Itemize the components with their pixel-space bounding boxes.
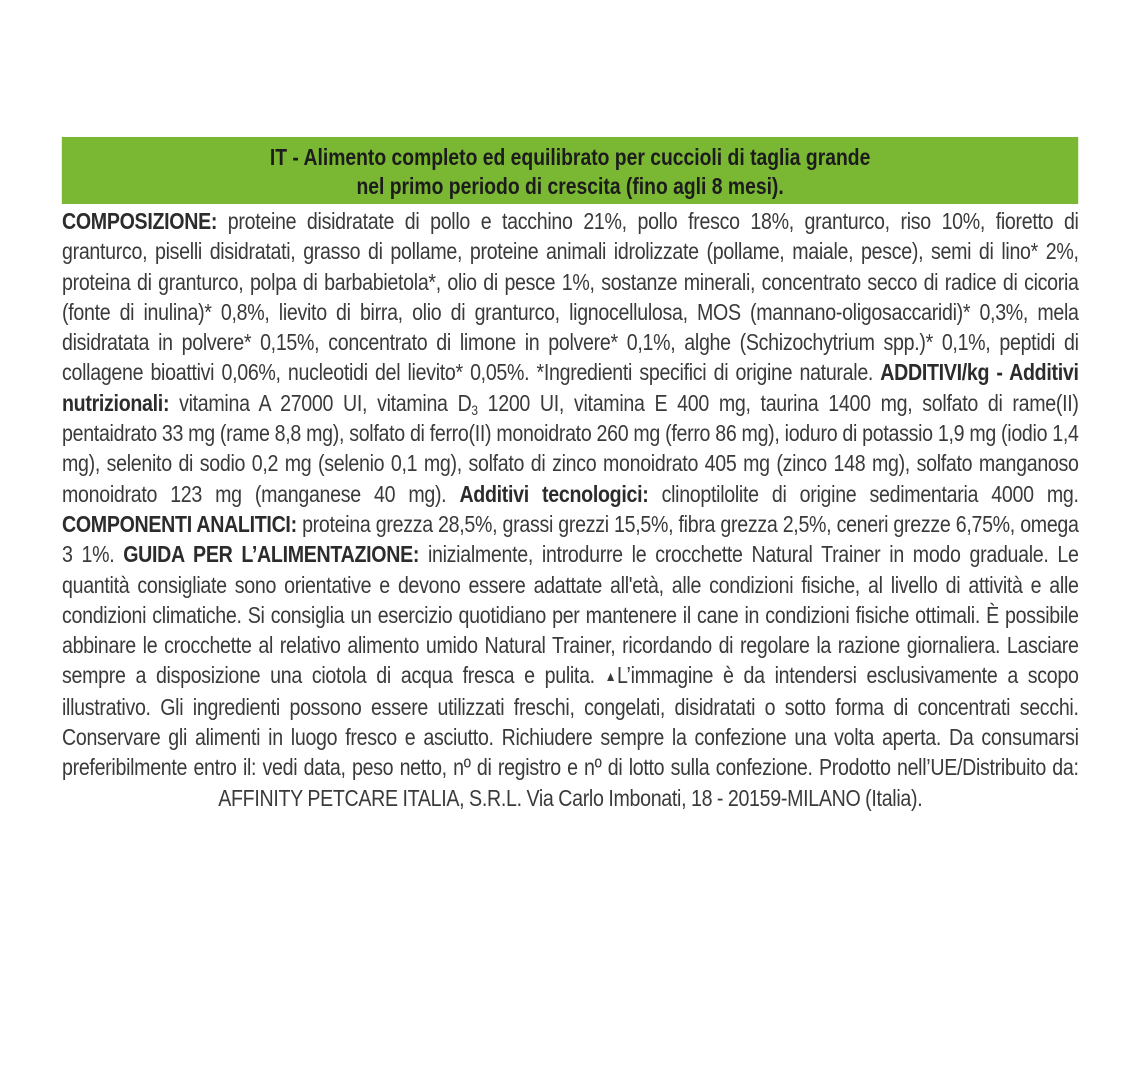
header-band (62, 137, 1079, 204)
additivi-text-a: vitamina A 27000 UI, vitamina D (169, 389, 472, 416)
composizione-label: COMPOSIZIONE: (62, 208, 218, 234)
vitamin-d-subscript: 3 (471, 401, 478, 418)
additivi-label: ADDITIVI/kg - Additivi nutrizionali: (62, 359, 1079, 416)
header-title-line-1: IT - Alimento completo ed equilibrato per cuccioli di taglia grande (270, 144, 871, 170)
composizione-text: proteine disidratate di pollo e tacchino 21%, pollo fresco 18%, granturco, riso 10%, fioretto di granturco, piselli disidratati, grasso di pollame, proteine animali idrolizzate (pollame, maiale, pesce), semi di lino* 2%, proteina di granturco, polpa di barbabietola*, olio di pesce 1%, sostanze minerali, concentrato secco di radice di cicoria (fonte di inulina)* 0,8%, lievito di birra, olio di granturco, lignocellulosa, MOS (mannano-oligosaccaridi)* 0,3%, mela disidratata in polvere* 0,15%, concentrato di limone in polvere* 0,1%, alghe (Schizochytrium spp.)* 0,1%, peptidi di collagene bioattivi 0,06%, nucleotidi del lievito* 0,05%. *Ingredienti specifici di origine naturale. (62, 208, 1079, 386)
tecnologici-label: Additivi tecnologici: (459, 480, 649, 507)
tecnologici-text: clinoptilolite di origine sedimentaria 4000 mg. (648, 480, 1079, 507)
guida-label: GUIDA PER L’ALIMENTAZIONE: (123, 541, 420, 568)
triangle-icon: ▲ (604, 668, 617, 685)
label-body-text (62, 206, 1079, 813)
final-text: L’immagine è da intendersi esclusivamente a scopo illustrativo. Gli ingredienti possono essere utilizzati freschi, congelati, disidratati o sotto forma di concentrati secchi. Conservare gli alimenti in luogo fresco e asciutto. Richiudere sempre la confezione una volta aperta. Da consumarsi preferibilmente entro il: vedi data, peso netto, nº di registro e nº di lotto sulla confezione. Prodotto nell’UE/Distribuito da: AFFINITY PETCARE ITALIA, S.R.L. Via Carlo Imbonati, 18 - 20159-MILANO (Italia). (62, 662, 1079, 811)
additivi-text-b: 1200 UI, vitamina E 400 mg, taurina 1400 mg, solfato di rame(II) pentaidrato 33 mg (rame 8,8 mg), solfato di ferro(II) monoidrato 260 mg (ferro 86 mg), ioduro di potassio 1,9 mg (iodio 1,4 mg), selenito di sodio 0,2 mg (selenio 0,1 mg), solfato di zinco monoidrato 405 mg (zinco 148 mg), solfato manganoso monoidrato 123 mg (manganese 40 mg). (62, 389, 1079, 507)
guida-text: inizialmente, introdurre le crocchette Natural Trainer in modo graduale. Le quantità consigliate sono orientative e devono essere adattate all'età, alle condizioni fisiche, al livello di attività e alle condizioni climatiche. Si consiglia un esercizio quotidiano per mantenere il cane in condizioni fisiche ottimali. È possibile abbinare le crocchette al relativo alimento umido Natural Trainer, ricordando di regolare la razione giornaliera. Lasciare sempre a disposizione una ciotola di acqua fresca e pulita. (62, 541, 1079, 689)
componenti-label: COMPONENTI ANALITICI: (62, 510, 297, 537)
componenti-text: proteina grezza 28,5%, grassi grezzi 15,5%, fibra grezza 2,5%, ceneri grezze 6,75%, omega 3 1%. (62, 510, 1079, 568)
header-title-line-2: nel primo periodo di crescita (fino agli 8 mesi). (356, 173, 785, 199)
product-label (62, 137, 1079, 813)
